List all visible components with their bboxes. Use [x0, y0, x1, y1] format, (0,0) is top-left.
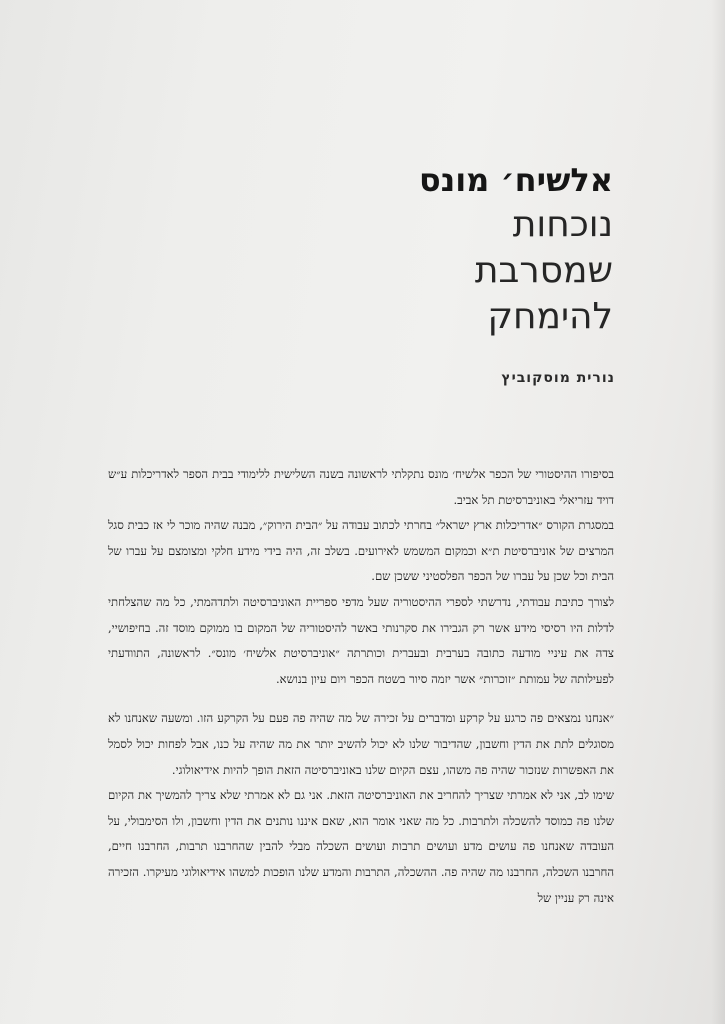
paragraph-spacer: [108, 692, 614, 706]
paragraph: בסיפורו ההיסטורי של הכפר אלשיח׳ מונס נתקלתי לראשונה בשנה השלישית ללימודי בבית הספר לאדריכלות ע״ש דויד עזריאלי באוניברסיטת תל אביב.: [108, 467, 614, 507]
quote-paragraph: ״אנחנו נמצאים פה כרגע על קרקע ומדברים על זכירה של מה שהיה פה פעם על הקרקע הזו. ומשעה שאנחנו לא מסוגלים לתת את הדין וחשבון, שהדיבור שלנו לא יכול להשיב יותר את מה שהיה על כנו, אבל לפחות יכול לסמל את האפשרות שנזכור שהיה פה משהו, עצם הקיום שלנו באוניברסיטה הזאת הופך להיות אידיאולוגי.: [108, 711, 614, 777]
chapter-title-block: [253, 158, 613, 340]
paragraph: לצורך כתיבת עבודתי, נדרשתי לספרי ההיסטוריה שעל מדפי ספריית האוניברסיטה ולתדהמתי, כל מה שהצלחתי לדלות היו רסיסי מידע אשר רק הגבירו את סקרנותי באשר להיסטוריה של המקום בו ממוקם מוסד זה. בחיפושיי, צדה את עיניי מודעה כתובה בערבית ובעברית וכותרתה ״אוניברסיטת אלשיח׳ מונס״. לראשונה, התוודעתי לפעילותה של עמותת ״זוכרות״ אשר יזמה סיור בשטח הכפר ויום עיון בנושא.: [108, 594, 614, 686]
quote-paragraph: שימו לב, אני לא אמרתי שצריך להחריב את האוניברסיטה הזאת. אני גם לא אמרתי שלא צריך להמשיך את הקיום שלנו פה כמוסד להשכלה ולתרבות. כל מה שאני אומר הוא, שאם איננו נותנים את הדין וחשבון, ולו הסימבולי, על העובדה שאנחנו פה עושים מדע ועושים תרבות ועושים השכלה מבלי להבין שהחרבנו תרבות, החרבנו חיים, החרבנו השכלה, החרבנו מה שהיה פה. ההשכלה, התרבות והמדע שלנו הופכות למשהו אידיאולוגי מעיקרו. הזכירה אינה רק עניין של: [108, 788, 614, 905]
chapter-subtitle-line-1: נוכחות: [512, 204, 613, 245]
chapter-subtitle-line-3: להימחק: [487, 296, 613, 337]
page-edge-shadow: [711, 0, 725, 1024]
paragraph: במסגרת הקורס ״אדריכלות ארץ ישראל״ בחרתי לכתוב עבודה על ״הבית הירוק״, מבנה שהיה מוכר לי אז כבית סגל המרצים של אוניברסיטת ת״א וכמקום המשמש לאירועים. בשלב זה, היה בידי מידע חלקי ומצומצם על עברו של הבית וכל שכן על עברו של הכפר הפלסטיני ששכן שם.: [108, 518, 614, 584]
body-text: [108, 462, 614, 911]
author-name: נורית מוסקוביץ: [501, 370, 615, 386]
chapter-subtitle-line-2: שמסרבת: [474, 250, 613, 291]
chapter-title: אלשיח׳ מונס: [418, 161, 613, 199]
